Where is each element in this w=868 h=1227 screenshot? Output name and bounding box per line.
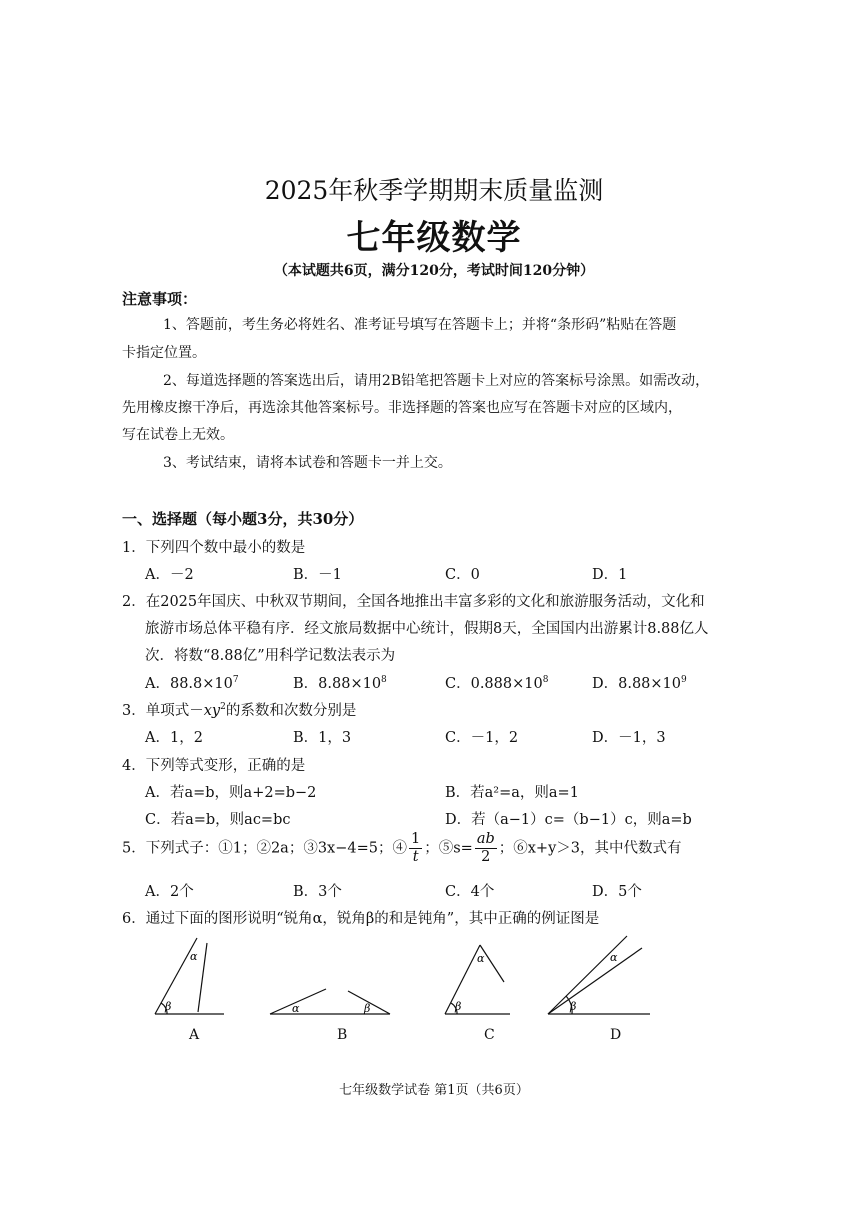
figure-a-caption: A (189, 1027, 200, 1043)
question-6-figures (140, 930, 680, 1025)
question-1-stem: 1．下列四个数中最小的数是 (122, 540, 306, 556)
fraction-ab-over-2: $\frac{ab}{2}$ (476, 831, 495, 865)
figure-d-beta-label: β (570, 1000, 577, 1013)
section-1-heading: 一、选择题（每小题3分，共30分） (122, 510, 364, 528)
question-5-stem: 5．下列式子：①1；②2a；③3x−4=5；④ $\frac{1}{t}$ ；⑤s= $\frac{ab}{2}$ ；⑥x+y＞3，其中代数式有 (122, 831, 682, 865)
figure-a-beta-label: β (165, 1000, 172, 1013)
question-4-option-a: A．若a=b，则a+2=b−2 (145, 785, 317, 801)
notice-item-1-line-1: 1、答题前，考生务必将姓名、准考证号填写在答题卡上；并将“条形码”粘贴在答题 (163, 317, 677, 333)
question-2-line-1: 2．在2025年国庆、中秋双节期间，全国各地推出丰富多彩的文化和旅游服务活动，文化和 (122, 594, 705, 610)
page-footer: 七年级数学试卷 第1页（共6页） (339, 1083, 529, 1098)
fraction-one-over-t: $\frac{1}{t}$ (410, 831, 421, 865)
exam-title: 2025年秋季学期期末质量监测 (264, 176, 604, 205)
figure-c-beta-label: β (455, 1000, 462, 1013)
figure-c-ray-1 (445, 945, 480, 1014)
question-3-option-b: B．1，3 (293, 730, 352, 746)
figure-c-caption: C (484, 1027, 495, 1043)
question-3-option-d: D．－1，3 (592, 730, 666, 746)
figure-a-alpha-label: α (190, 950, 198, 963)
notice-item-2-line-1: 2、每道选择题的答案选出后，请用2B铅笔把答题卡上对应的答案标号涂黑。如需改动， (163, 373, 710, 389)
question-2-line-2: 旅游市场总体平稳有序．经文旅局数据中心统计，假期8天，全国国内出游累计8.88亿人 (145, 621, 709, 637)
question-2-option-b: B．$8.88\times 10^8$ (293, 675, 387, 692)
question-1-option-b: B．－1 (293, 567, 342, 583)
figure-d-alpha-label: α (610, 951, 618, 964)
question-3-stem: 3．单项式$-xy^2$的系数和次数分别是 (122, 702, 357, 719)
notice-item-3: 3、考试结束，请将本试卷和答题卡一并上交。 (163, 455, 452, 471)
question-2-option-c: C．$0.888\times 10^8$ (445, 675, 549, 692)
figure-d-ray-1 (548, 936, 627, 1014)
exam-subject: 七年级数学 (346, 218, 522, 258)
notice-heading: 注意事项： (122, 290, 198, 308)
question-1-option-c: C．0 (445, 567, 480, 583)
question-3-option-a: A．1，2 (145, 730, 203, 746)
notice-item-2-line-2: 先用橡皮擦干净后，再选涂其他答案标号。非选择题的答案也应写在答题卡对应的区域内， (122, 400, 682, 416)
figure-c-alpha-label: α (477, 952, 485, 965)
figure-d-ray-2 (548, 948, 642, 1014)
exam-subtitle: （本试题共6页，满分120分，考试时间120分钟） (273, 263, 595, 279)
question-1-option-a: A．－2 (145, 567, 194, 583)
question-2-option-d: D．$8.88\times 10^9$ (592, 675, 687, 692)
notice-item-2-line-3: 写在试卷上无效。 (122, 427, 234, 443)
question-5-option-d: D．5个 (592, 884, 642, 900)
question-4-option-b: B．若a²=a，则a=1 (445, 785, 579, 801)
question-5-option-b: B．3个 (293, 884, 342, 900)
question-5-option-c: C．4个 (445, 884, 495, 900)
figure-b-alpha-label: α (292, 1002, 300, 1015)
question-5-option-a: A．2个 (145, 884, 194, 900)
question-2-line-3: 次．将数“8.88亿”用科学记数法表示为 (145, 648, 396, 664)
question-1-option-d: D．1 (592, 567, 628, 583)
question-4-option-d: D．若（a−1）c=（b−1）c，则a=b (445, 812, 692, 828)
question-4-stem: 4．下列等式变形，正确的是 (122, 758, 306, 774)
question-3-option-c: C．－1，2 (445, 730, 519, 746)
notice-item-1-line-2: 卡指定位置。 (122, 345, 206, 361)
figure-a-ray-2 (198, 943, 207, 1012)
figure-b-beta-label: β (364, 1002, 371, 1015)
figure-d-caption: D (610, 1027, 622, 1043)
question-6-stem: 6．通过下面的图形说明“锐角α，锐角β的和是钝角”，其中正确的例证图是 (122, 911, 600, 927)
question-4-option-c: C．若a=b，则ac=bc (145, 812, 291, 828)
figure-b-caption: B (337, 1027, 348, 1043)
question-2-option-a: A．$88.8\times 10^7$ (145, 675, 239, 692)
